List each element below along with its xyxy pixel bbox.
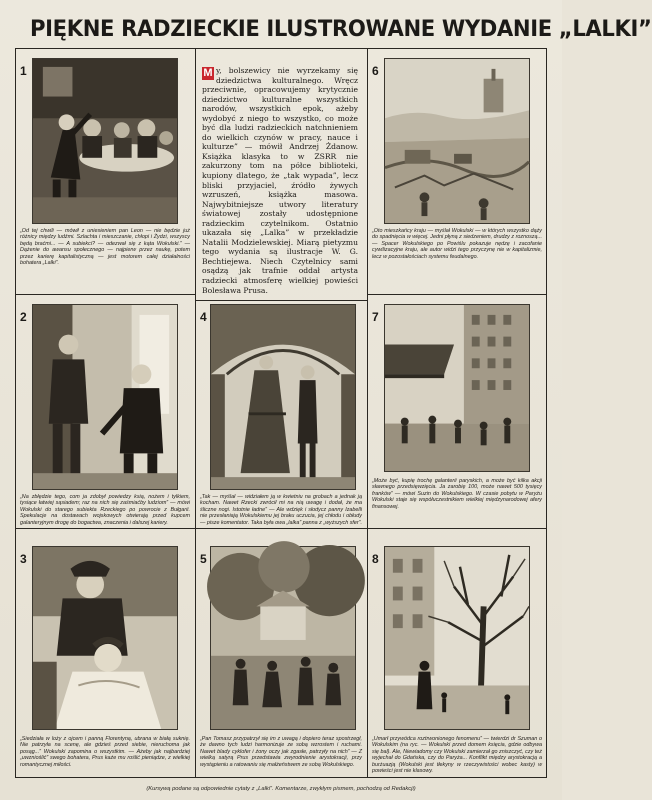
- caption-2: „Na zbłędzie tego, com ja zdobył powiedzy ksią, nożem i tylkiem, tysiące łatwiej sąsiadem; raz na nich się zaśmiaćby ludziom” — mówi Wokulski do starego subiekta Rzeckiego po powrocie z Bułgarii. Spekulacje na dostawach wojskowych otwierają przed kupcem galanteryjnym drogę do bogactwa, znaczenia i dalszej kariery.: [20, 494, 190, 526]
- footer-note: (Kursywą podane są odpowiednie cytaty z „Lalki”. Komentarze, zwykłym pismem, pochodzą od Redakcji): [146, 786, 416, 792]
- panel-number-1: 1: [20, 64, 27, 78]
- illustration-2-shop: [32, 304, 178, 490]
- illustration-8-winter-street: [384, 546, 530, 730]
- headline: PIĘKNE RADZIECKIE ILUSTROWANE WYDANIE „LALKI”: [30, 16, 652, 42]
- panel-number-3: 3: [20, 552, 27, 566]
- row-divider-left-1: [15, 294, 195, 295]
- panel-number-7: 7: [372, 310, 379, 324]
- article-intro: [202, 66, 358, 300]
- column-divider-right: [367, 48, 368, 778]
- panel-number-4: 4: [200, 310, 207, 324]
- illustration-7-paris-street: [384, 304, 530, 472]
- caption-3: „Siedziała w loży z ojcem i panną Florentyną, ubrana w białą suknię. Nie patrzyła na scenę, ale gdzieś przed siebie, nieruchoma jak posąg...” Wokulski zapomina o wszystkim. — Ażeby jak najbardziej „uwznioślić” swego bohatera, Prus każe mu roślić pieniądze, z wielkiej romantycznej miłości.: [20, 736, 190, 768]
- illustration-6-river-bank: [384, 58, 530, 224]
- illustration-5-garden: [210, 546, 356, 730]
- article-dropcap: M: [203, 67, 213, 79]
- panel-number-5: 5: [200, 552, 207, 566]
- article-body: y, bolszewicy nie wyrzekamy się dziedzictwa kulturalnego. Wręcz przeciwnie, opracowujemy krytycznie dziedzictwo kulturalne wszystkich narodów, wszystkich epok, ażeby wydobyć z niego to wszystko, co może być dla ludzi radzieckich natchnieniem do wielkich czynów w pracy, nauce i kulturze” — mówił Andrzej Żdanow. Książka klasyka to w ZSRR nie zakurzony tom na półce biblioteki, kupiony dlatego, że „tak wypada”, lecz bliski przyjaciel, źródło żywych wzruszeń, książka masowa. Najwybitniejsze utwory literatury światowej zostały udostępnione radzieckim czytelnikom. Ostatnio ukazała się „Lalka” w przekładzie Natalii Modzielewskiej. Miarą pietyzmu tego wydania są ilustracje W. G. Bechtiejewa. Niech Czytelnicy sami osądzą jak trafnie oddał artysta radziecki atmosferę wielkiej powieści Bolesława Prusa.: [202, 66, 358, 295]
- row-divider-mid-1: [195, 300, 367, 301]
- panel-number-2: 2: [20, 310, 27, 324]
- row-divider-right-1: [367, 294, 547, 295]
- column-divider-left: [195, 48, 196, 778]
- caption-7: „Może być, kupię trochę galanterii paryskich, a może być kilka akcji sławnego przedsięwzięcia. Ja zarobię 100, może nawet 500 tysięcy franków” — mówi Suzin do Wokulskiego. W czasie pobytu w Paryżu Wokulski staje się współuczestnikiem wielkiej międzynarodowej afery finansowej.: [372, 478, 542, 510]
- caption-1: „Od tej chwili — mówił z uniesieniem pan Leon — nie będzie już różnicy między ludźmi. Szlachta i mieszczanie, chłopi i Żydzi, wszyscy będą braćmi... — A subiekci? — odezwał się z kąta Wokulski.” — Dążenie do awansu społecznego — najpierw przez naukę, potem przez karierę kapitalistyczną — jest motorem całej działalności bohatera „Lalki”.: [20, 228, 190, 267]
- panel-number-8: 8: [372, 552, 379, 566]
- caption-6: „Oto mieszkańcy kraju — myślał Wokulski — w których wszystko dąży do spadnięcia w więcej. Jedni płyną z siedzeniem, drudzy z roznoszą... — Spacer Wokulskiego po Powiślu pokazuje nędzę i zacofanie cywilizacyjne kraju, ale autor widzi tego przyczynę nie w kapitalizmie, lecz w pozostałościach systemu feudalnego.: [372, 228, 542, 260]
- illustration-1-banquet: [32, 58, 178, 224]
- caption-4: „Tak — myślał — widziałem ją w kwietniu na grobach a jednak ją kocham. Nawet Rzecki zwrócił mi na nią uwagę i dodał, że ma śliczne nogi. Istotnie ładne” — Ale wdzięk i słodycz panny Izabelli nie przesłaniają Wokulskiemu jej braku uczucia, jej chłodu i obłudy — pisze komentator. Taka była owa „lalka” panna z „wyższych sfer”.: [200, 494, 362, 526]
- caption-8: „Umarł przywódca roztrwonionego fenomenu” — twierdzi dr Szuman o Wokulskim (na ryc. — Wokulski przed domem księcia, gdzie odbywa się bal). Ale, Niewiadomy czy Wokulski zamierzał go zniszczyć, czy też wyjechał do Gdańska, czy do Paryża... Konflikt między arystokracją a burżuazją (Wokulski jest tłekyny w rzeczywistości wobec kasty) w powieści jest nie klasowy.: [372, 736, 542, 775]
- illustration-3-theatre-box: [32, 546, 178, 730]
- caption-5: „Pan Tomasz przypatrzył się im z uwagą i dopiero teraz spostrzegł, że dawno tych ludzi harmonizuje ze sobą wzrostem i ruchami. Nawet blady cyklofer i żony oczy jak zgasłe, patrzyły na nich” — Z wielką satyrą Prus przedstawia zwyrodnienie arystokracji, przy wystąpieniu a ratowaniu się małżeństwem ze sobą Wokulskiego.: [200, 736, 362, 768]
- row-divider-2: [15, 528, 547, 529]
- illustration-4-arcade: [210, 304, 356, 490]
- panel-number-6: 6: [372, 64, 379, 78]
